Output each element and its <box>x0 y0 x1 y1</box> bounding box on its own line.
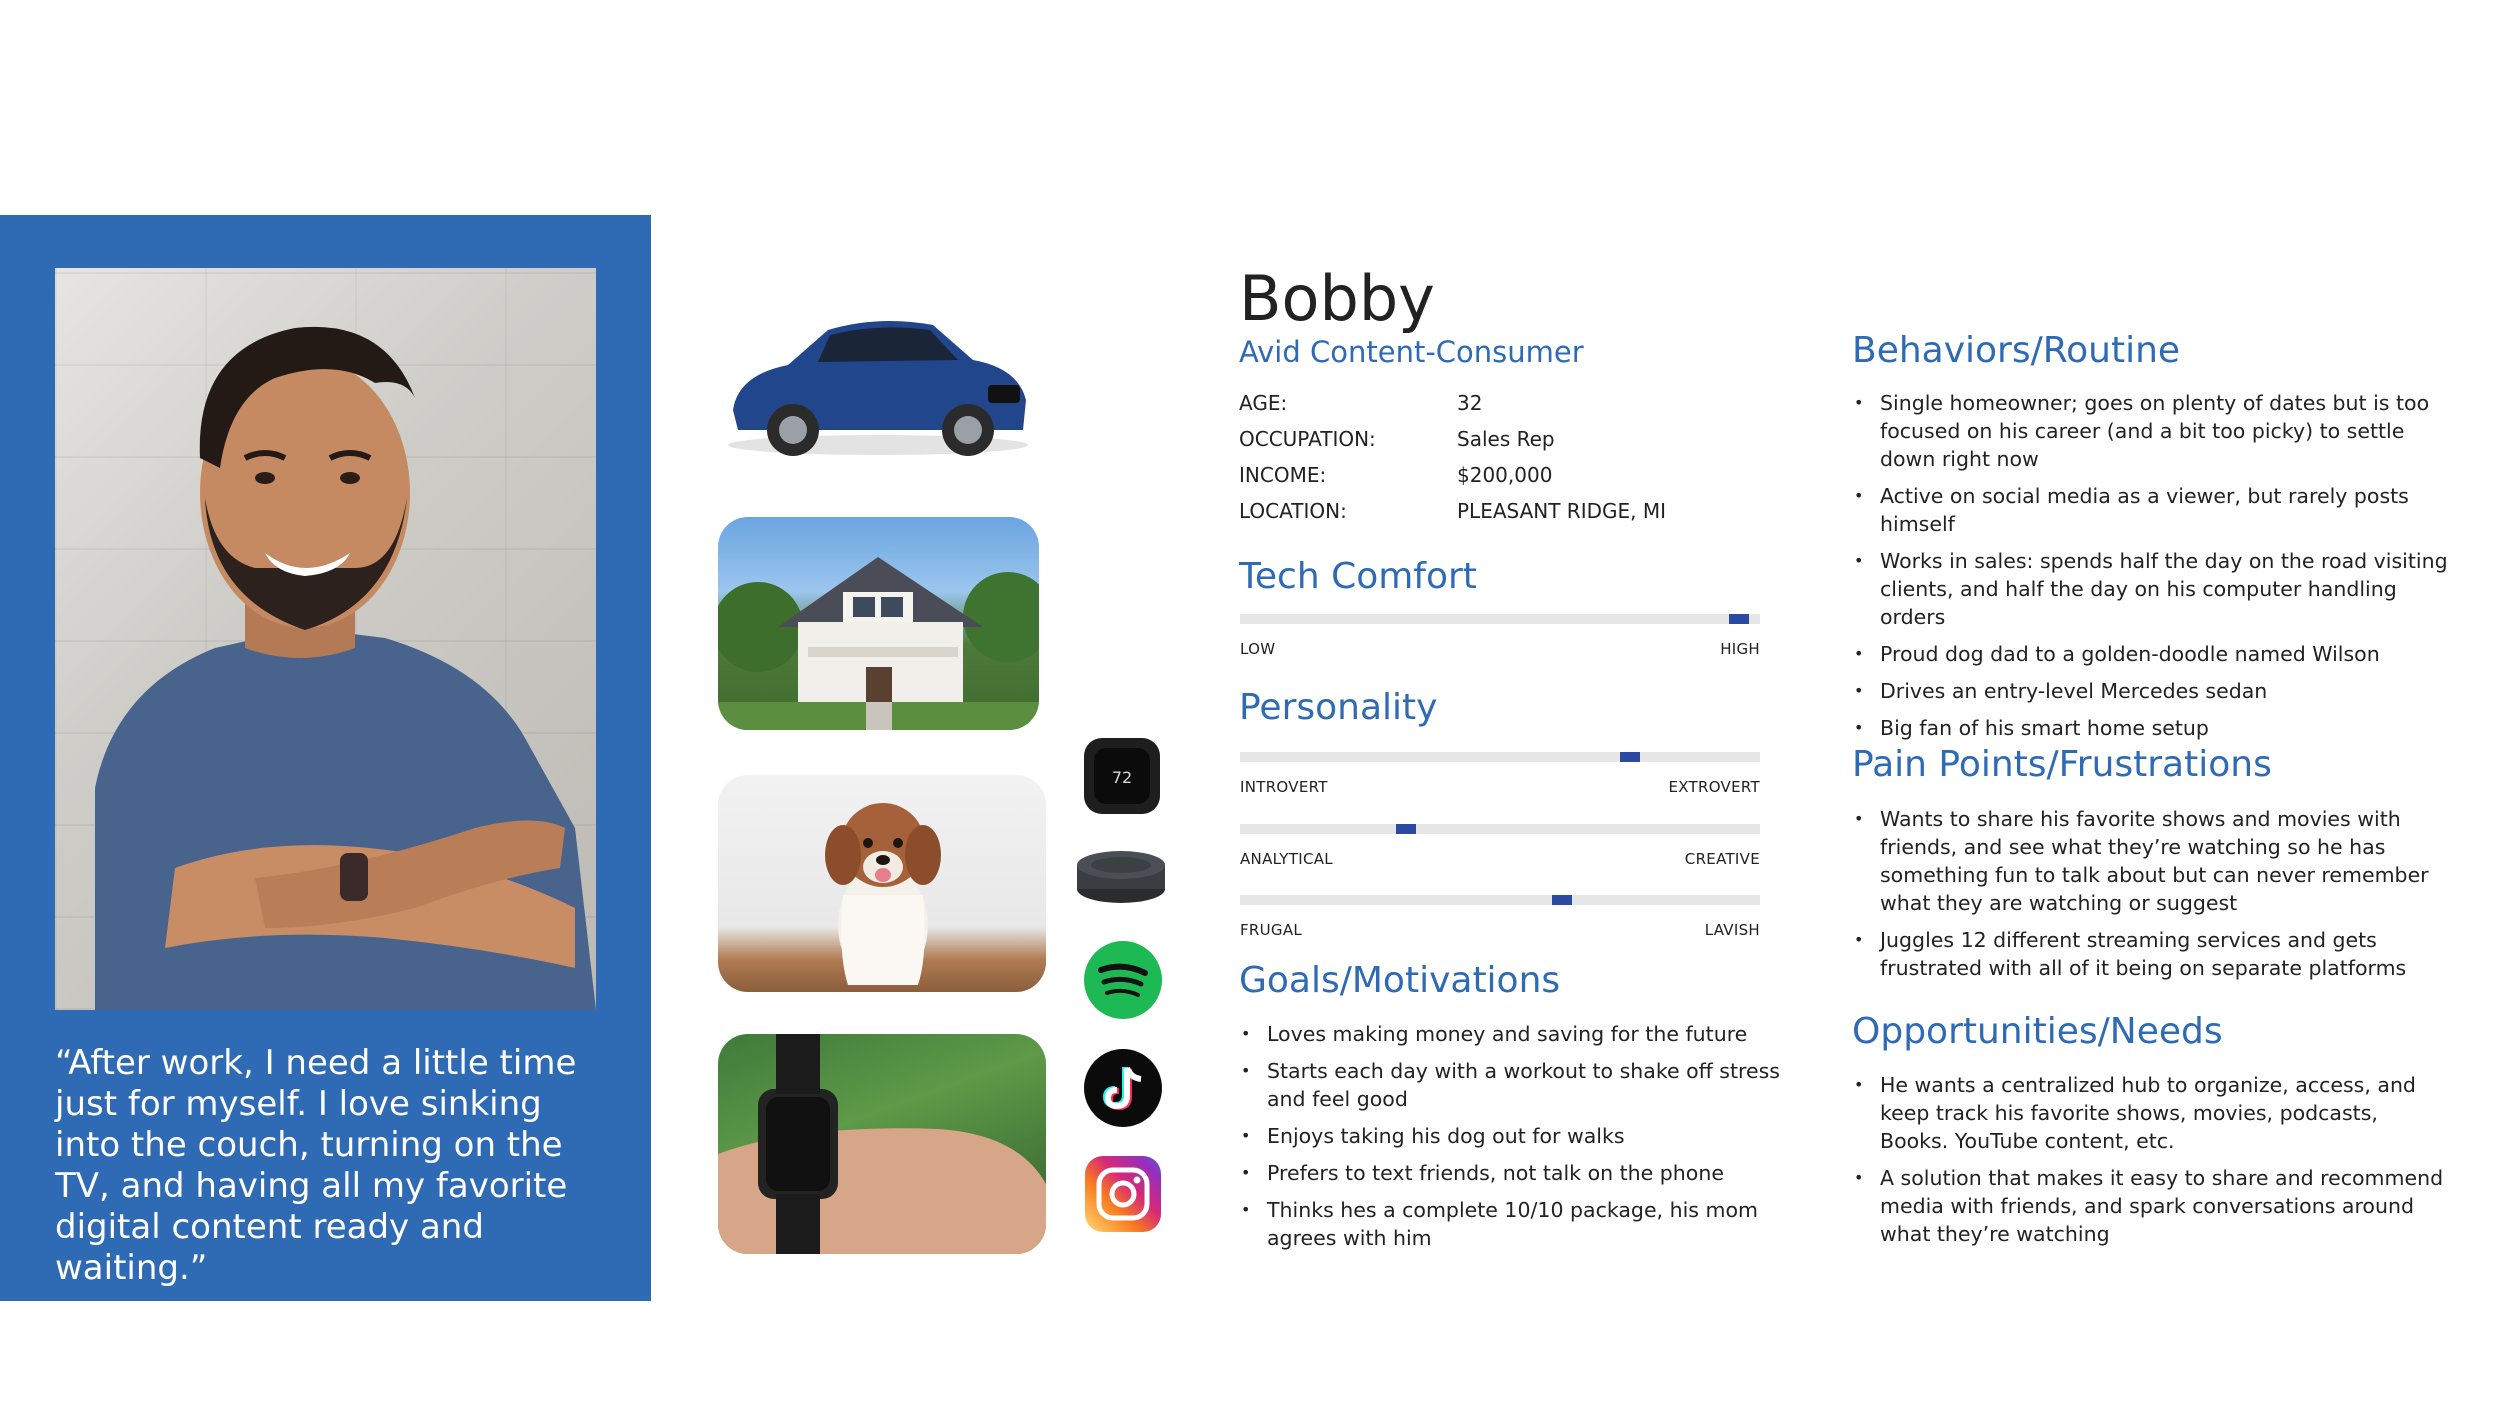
list-item: • Juggles 12 different streaming services and gets frustrated with all of it being on separate platforms <box>1852 926 2452 982</box>
list-item: • Prefers to text friends, not talk on the phone <box>1239 1159 1799 1187</box>
behaviors-title: Behaviors/Routine <box>1852 330 2181 371</box>
tech-comfort-title: Tech Comfort <box>1239 556 1477 597</box>
list-item: • Loves making money and saving for the future <box>1239 1020 1799 1048</box>
watch-photo <box>718 1034 1046 1254</box>
opportunities-title: Opportunities/Needs <box>1852 1011 2223 1052</box>
list-item: • Enjoys taking his dog out for walks <box>1239 1122 1799 1150</box>
scale-low-label: FRUGAL <box>1240 921 1303 939</box>
smart-speaker-icon <box>1075 845 1167 905</box>
instagram-icon <box>1083 1154 1163 1234</box>
fact-row <box>1239 421 1719 457</box>
scale-low-label: INTROVERT <box>1240 778 1328 796</box>
fact-label: AGE: <box>1239 391 1288 415</box>
scale-marker <box>1552 895 1572 905</box>
persona-quote: “After work, I need a little time just for myself. I love sinking into the couch, turning on the TV, and having all my favorite digital content ready and waiting.” <box>55 1043 577 1288</box>
fact-value: Sales Rep <box>1457 427 1555 451</box>
list-item: • Drives an entry-level Mercedes sedan <box>1852 677 2452 705</box>
scale-track <box>1240 895 1760 905</box>
fact-value: $200,000 <box>1457 463 1553 487</box>
fact-row <box>1239 385 1719 421</box>
persona-facts <box>1239 385 1719 529</box>
scale-high-label: LAVISH <box>1704 921 1760 939</box>
fact-label: INCOME: <box>1239 463 1327 487</box>
persona-name: Bobby <box>1239 262 1435 335</box>
tiktok-icon <box>1083 1048 1163 1128</box>
fact-label: OCCUPATION: <box>1239 427 1376 451</box>
list-item: • Wants to share his favorite shows and movies with friends, and see what they’re watching so he has something fun to talk about but can never remember what they are watching or suggest <box>1852 805 2452 917</box>
scale-marker <box>1729 614 1749 624</box>
scale-marker <box>1396 824 1416 834</box>
scale-track <box>1240 824 1760 834</box>
pain-points-title: Pain Points/Frustrations <box>1852 744 2272 785</box>
house-photo <box>718 517 1039 730</box>
dog-photo <box>718 775 1046 992</box>
fact-row <box>1239 493 1719 529</box>
persona-portrait <box>55 268 596 1010</box>
man-photo-illustration <box>55 268 596 1010</box>
scale-high-label: HIGH <box>1720 640 1760 658</box>
behaviors-list <box>1852 389 2452 751</box>
scale-low-label: LOW <box>1240 640 1276 658</box>
list-item: • Single homeowner; goes on plenty of dates but is too focused on his career (and a bit too picky) to settle down right now <box>1852 389 2452 473</box>
list-item: • Active on social media as a viewer, but rarely posts himself <box>1852 482 2452 538</box>
thermostat-reading: 72 <box>1111 768 1133 787</box>
scale-high-label: CREATIVE <box>1684 850 1760 868</box>
list-item: • He wants a centralized hub to organize, access, and keep track his favorite shows, movies, podcasts, Books. YouTube content, etc. <box>1852 1071 2452 1155</box>
opportunities-list <box>1852 1071 2452 1257</box>
fact-row <box>1239 457 1719 493</box>
fact-value: 32 <box>1457 391 1483 415</box>
persona-subtitle: Avid Content-Consumer <box>1239 335 1584 369</box>
scale-marker <box>1620 752 1640 762</box>
pain-points-list <box>1852 805 2452 991</box>
fact-value: PLEASANT RIDGE, MI <box>1457 499 1667 523</box>
goals-list <box>1239 1020 1799 1261</box>
list-item: • Proud dog dad to a golden-doodle named Wilson <box>1852 640 2452 668</box>
fact-label: LOCATION: <box>1239 499 1347 523</box>
list-item: • Works in sales: spends half the day on the road visiting clients, and half the day on his computer handling orders <box>1852 547 2452 631</box>
scale-track <box>1240 752 1760 762</box>
scale-low-label: ANALYTICAL <box>1240 850 1333 868</box>
persona-panel <box>0 215 651 1301</box>
scale-track <box>1240 614 1760 624</box>
car-photo <box>718 290 1038 470</box>
spotify-icon <box>1083 940 1163 1020</box>
list-item: • Big fan of his smart home setup <box>1852 714 2452 742</box>
scale-high-label: EXTROVERT <box>1668 778 1760 796</box>
list-item: • A solution that makes it easy to share and recommend media with friends, and spark conversations around what they’re watching <box>1852 1164 2452 1248</box>
thermostat-icon <box>1082 736 1162 816</box>
personality-title: Personality <box>1239 687 1438 728</box>
list-item: • Thinks hes a complete 10/10 package, his mom agrees with him <box>1239 1196 1799 1252</box>
list-item: • Starts each day with a workout to shake off stress and feel good <box>1239 1057 1799 1113</box>
goals-title: Goals/Motivations <box>1239 960 1561 1001</box>
